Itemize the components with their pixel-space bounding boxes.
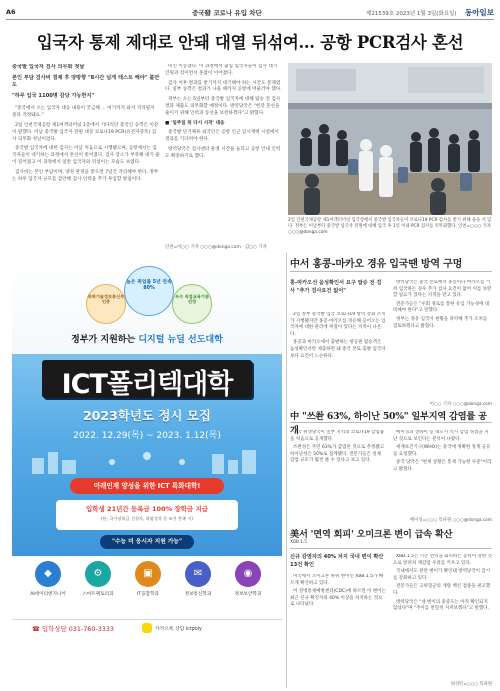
newspaper-logo: 동아일보	[465, 8, 494, 17]
ad-gov-prefix: 정부가 지원하는	[71, 335, 139, 345]
divider	[290, 422, 492, 423]
paragraph: 정부는 오는 5일부터 중국발 입국자에 대해 탑승 전 검사 결과 제출도 의무화할 예정이다. 방역당국은 "현장 혼선을 줄이기 위해 인력과 동선을 보완하겠다"고 밝혔다.	[165, 97, 281, 116]
paragraph: "중국에서 오는 입국자 대응 내용이 궁금해 ... 여기까지 와서 격리될지 몰라 걱정돼요."	[12, 106, 155, 119]
ad-badge: 과학기술정보통신부 인증	[86, 284, 126, 324]
us-article-byline: 워싱턴=○○○ 특파원	[450, 682, 492, 687]
china-article-body-col2	[393, 430, 492, 516]
deck-line: "하루 입국 1100명 감당 가능한지"	[12, 92, 95, 99]
ad-scholarship-red: 입학생 21년간 등록금 100% 장학금 지급	[85, 505, 209, 513]
college-advertisement	[12, 256, 282, 685]
ad-recruit-title: 2023학년도 정시 모집	[82, 408, 212, 423]
paragraph: 2일 정부 중국발 입국 코로나19 방역 강화 조치가 시행됐지만 홍콩·마카오를 경유해 들어오는 입국자에 대한 관리에 허점이 있다는 지적이 나온다.	[290, 312, 386, 337]
ad-recruit-period: 2022. 12.29(목) ~ 2023. 1.12(목)	[73, 431, 221, 441]
hk-article-title: 中서 홍콩-마카오 경유 입국땐 방역 구멍	[290, 259, 463, 270]
ad-badge: 우수 직업교육기관 선정	[172, 284, 212, 324]
paragraph: 전문가들은 "우회 경로를 통한 유입 가능성에 대비해야 한다"고 말했다.	[393, 301, 490, 314]
department-label: 정보보안학과	[234, 592, 262, 597]
china-article-body-col1	[290, 430, 386, 516]
deck-line: 본인 부담 검사비 결제 후 양방향 "8시간 넘게 테스트 해야" 불만도	[12, 74, 160, 89]
page-header	[6, 4, 494, 20]
paragraph: 방역당국은 중국 본토에서 홍콩이나 마카오를 거쳐 입국하는 경우 추가 검사 요건이 없어 이를 보완할 필요가 있다는 지적을 받고 있다.	[393, 280, 492, 299]
china-article-byline: 베이징=○○○ 특파원 ○○○@donga.com	[409, 518, 492, 523]
department-label: 정보통신학과	[184, 592, 212, 597]
shield-icon: ◉	[235, 561, 261, 587]
lead-byline: 인천=이○○ 기자 ○○○@donga.com · 김○○ 기자	[165, 245, 267, 250]
paragraph: 전문가들은 고위험군의 개량 백신 접종을 권고했다.	[393, 584, 491, 596]
ai-data-icon: ◆	[35, 561, 61, 587]
paragraph: 미국에서 오미크론 하위 변이인 XBB.1.5가 빠르게 확산하고 있다.	[290, 574, 384, 586]
paragraph: 방역당국은 "새 변이의 중증도는 아직 확인되지 않았다"며 "추이를 면밀히 지켜보겠다"고 말했다.	[393, 599, 489, 612]
paragraph: 쓰촨성은 주민 63%가 감염된 것으로 추정됐고 하이난성은 50%로 집계됐다. 전문가들은 실제 감염 규모가 훨씬 클 수 있다고 보고 있다.	[290, 445, 385, 464]
lead-deck	[12, 64, 160, 100]
department-label: IT융합학과	[137, 592, 159, 597]
ad-department-icons	[12, 561, 282, 611]
ad-main-panel	[12, 354, 282, 556]
ad-phone: ☎ 입학상담 031-760-3333	[32, 625, 114, 633]
paragraph: 베이징과 상하이 등 대도시 역시 감염 정점을 지난 것으로 보인다는 분석이 나왔다.	[393, 430, 489, 442]
ad-gov-highlight: 디지털 뉴딜 선도대학	[138, 335, 223, 345]
paragraph: XBB.1.5는 기존 면역을 회피하는 능력이 강한 것으로 알려져 재감염 우려를 키우고 있다.	[393, 554, 492, 566]
main-headline: 입국자 통제 제대로 안돼 대열 뒤섞여… 공항 PCR검사 혼선	[36, 33, 464, 52]
hk-article-body-col2	[393, 280, 492, 400]
department-item	[74, 561, 122, 597]
paragraph: 국내에서도 관련 변이가 확인돼 방역당국이 감시를 강화하고 있다.	[393, 569, 491, 581]
ad-ribbon: 미래인재 양성을 위한 ICT 특화대학!	[70, 478, 224, 494]
photo-illustration	[288, 63, 492, 215]
envelope-icon: ✉	[185, 561, 211, 587]
department-label: AI데이터엔지니어	[30, 592, 66, 597]
column-divider	[286, 252, 287, 688]
paragraph: 방역당국은 검사센터 운영 시간을 늘리고 공항 안내 인력도 확충하기로 했다.	[165, 146, 281, 159]
department-item	[124, 561, 172, 597]
lead-article-column	[12, 64, 160, 250]
ad-badge: 높은 취업률 5년 연속 80%	[124, 266, 174, 316]
page-number: A6	[6, 8, 16, 16]
kakao-icon	[142, 623, 152, 633]
us-article-title: 美서 '면역 회피' 오미크론 변이 급속 확산	[290, 529, 453, 540]
lead-subhead: ■ '일주일 뒤 다시 시작' 대응	[165, 120, 225, 126]
hk-article-byline: 이○○ 기자 ○○○@donga.com	[429, 402, 492, 407]
department-label: 스마트팩토리과	[82, 592, 114, 597]
us-article-credit: XBB.1.5	[290, 540, 308, 545]
us-article-subhead: 신규 감염자의 40% 차지 국내 변이 확산 13건 확인	[290, 554, 384, 568]
paragraph: 중국발 입국자에 대한 검사는 이날 처음으로 시행됐으며, 공항에서는 입국자들이 대기하는 과정에서 혼선이 빚어졌다. 검사 장소가 부족해 대기 줄이 길어졌고 이 과정에서 일반 입국자와 뒤섞이는 모습도 보였다.	[12, 146, 160, 165]
us-article-body-col1	[290, 574, 386, 686]
paragraph: 세계보건기구(WHO)는 중국에 정확한 통계 공유를 요청했다.	[393, 445, 491, 457]
ad-skyline-decoration	[12, 446, 282, 474]
ad-contact-bar	[12, 619, 282, 635]
ad-scholarship-note: (단, 국가장학금 신청자, 학업성적 등 조건 충족 시)	[100, 516, 194, 521]
paragraph: 중국 위생당국이 일부 지역의 코로나19 감염률을 처음으로 공개했다.	[290, 430, 385, 442]
us-article-body-col2	[393, 554, 492, 680]
ad-title: ICT폴리텍대학	[61, 369, 233, 400]
lead-article-continued	[165, 64, 283, 250]
hk-article-body-col1	[290, 312, 386, 400]
issue-date: 제21539호 2023년 1월 3일(화요일)	[366, 11, 457, 17]
ad-government-line	[12, 332, 282, 345]
paragraph: 비인 이동했다. 이 과정에서 출입 입국자들이 검사 대기 인원과 섞이면서 혼잡이 이어졌다.	[165, 64, 278, 76]
section-title: 중국發 코로나 유입 차단	[192, 9, 262, 17]
ad-scholarship-line	[56, 504, 238, 513]
paragraph: 검사 이후 결과를 받기까지 대기해야 하는 시간도 문제였다. 일부 승객은 결과가 나올 때까지 공항에 머물러야 했다.	[165, 80, 282, 93]
ad-badge-area	[12, 256, 282, 362]
divider	[290, 271, 492, 272]
paragraph: 홍콩과 마카오에서 출발하는 항공편 탑승객은 음성확인서만 제출하면 돼 중국 본토 출발 입국자보다 요건이 느슨하다.	[290, 340, 386, 359]
paragraph: 정부는 경유 입국자 현황을 파악해 추가 조치를 검토하겠다고 밝혔다.	[393, 316, 488, 329]
ad-eligibility-pill: "수능 미 응시자 지원 가능"	[100, 535, 194, 549]
divider	[290, 548, 492, 549]
gear-icon: ⚙	[85, 561, 111, 587]
paragraph: 중국발 단기체류 외국인은 공항 인근 임시재택 시설에서 결과를 기다려야 한다.	[165, 130, 279, 143]
ad-kakao-label: 카카오톡 상담 ictpoly	[155, 627, 202, 632]
hk-article-subhead: 홍-마카오선 음성확인서 요구 탑승 전 검사 "추가 검사요건 없어"	[290, 280, 382, 294]
chip-icon: ▣	[135, 561, 161, 587]
airport-queue-photo	[288, 63, 492, 215]
lead-body	[12, 106, 160, 183]
department-item	[174, 561, 222, 597]
photo-caption: 2일 인천국제공항 제1여객터미널 입국장에서 중국발 입국자들이 코로나19 PCR 검사를 받기 위해 줄을 서 있다. 정부는 이날부터 중국발 입국자 전원에 대해 입국 후 1일 이내 PCR 검사를 의무화했다. 인천=○○○ 기자 ○○○@donga.com	[288, 218, 492, 235]
deck-line: 중국발 입국자 검사 의무화 첫날	[12, 64, 85, 70]
department-item	[24, 561, 72, 597]
paragraph: 미 질병통제예방센터(CDC)에 따르면 이 변이는 최근 신규 확진자의 40% 이상을 차지하는 것으로 나타났다.	[290, 589, 386, 608]
paragraph: 검사비는 본인 부담이며, 양성 판정을 받으면 7일간 격리해야 한다. 정부는 하루 입국자 규모를 감안해 검사 인력을 추가 투입할 방침이다.	[12, 169, 159, 182]
department-item	[224, 561, 272, 597]
ad-scholarship-box	[56, 500, 238, 530]
paragraph: 중국 당국은 "현재 상황은 통제 가능한 수준"이라고 밝혔다.	[393, 460, 492, 472]
china-article-title: 中 "쓰촨 63%, 하이난 50%" 일부지역 감염률 공개	[290, 411, 487, 436]
paragraph: 2일 인천국제공항 제1여객터미널 1층에서 기다리던 중국인 승객은 이같이 말했다. 이날 중국발 입국자 전원 대상 코로나19 PCR(유전자증폭) 검사 의무화 첫날이었다.	[12, 122, 159, 142]
